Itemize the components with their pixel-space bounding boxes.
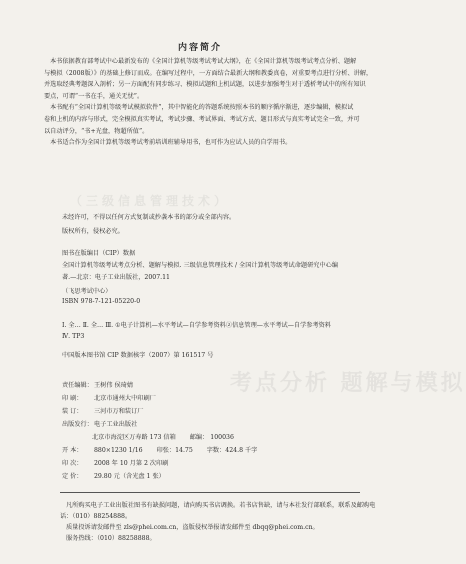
classification: Ⅳ. TP3 (62, 333, 85, 340)
page-title: 内容简介 (177, 43, 222, 53)
postcode-value: 100036 (210, 434, 234, 441)
print-value: 北京市通州大中印刷厂 (93, 395, 156, 402)
divider (60, 492, 360, 493)
classification: Ⅰ. 全… Ⅱ. 全… Ⅲ. ①电子计算机—水平考试—自学参考资料②信息管理—水平考试—自学参考资料 (62, 322, 332, 329)
intro-line: 要点，可谓“一书在手，通关无忧”。 (44, 92, 144, 100)
footer-line: 凡所购买电子工业出版社图书有缺损问题，请向购买书店调换。若书店售缺，请与本社发行部联系，联系及邮购电 (66, 502, 376, 509)
footer-line: 话：（010）88254888。 (60, 513, 132, 520)
watermark-band: （三级信息管理技术） (70, 194, 231, 208)
publisher-value: 电子工业出版社 (93, 421, 138, 428)
price-label: 定 价： (62, 473, 83, 480)
cip-line: 著.—北京：电子工业出版社，2007.11 (62, 274, 170, 281)
rights-notice: 版权所有，侵权必究。 (62, 228, 124, 235)
intro-line: 并选取经典考题深入剖析；另一方面配有同步练习、模拟试题和上机试题，以进步加强考生对于透析考试中的所有知识 (44, 81, 366, 89)
isbn: ISBN 978-7-121-05220-0 (62, 298, 141, 305)
print-label: 印 刷： (62, 395, 83, 402)
price-value: 29.80 元（含光盘 1 张） (93, 473, 165, 480)
colophon-row (92, 432, 234, 441)
edition-label: 印 次： (62, 460, 83, 467)
colophon-row (62, 393, 156, 402)
colophon-row (62, 380, 133, 389)
intro-line: 本书配有“全国计算机等级考试模拟软件”，其中智能化的答题系统按照本书的顺序循序渐进，逐步编辑，模拟试 (50, 104, 354, 112)
format-value: 880×1230 1/16 (93, 447, 143, 454)
intro-text (44, 56, 374, 149)
postcode-label: 邮编： (189, 434, 209, 441)
bind-label: 装 订： (62, 408, 83, 415)
series-name: （飞思考试中心） (62, 288, 112, 295)
intro-line: 本书依据教育部考试中心最新发布的《全国计算机等级考试考试大纲》，在《全国计算机等级考试考点分析、题解 (50, 58, 357, 65)
word-count: 字数：424.8 千字 (206, 447, 258, 454)
footer-line: 质量投诉请发邮件至 zls@phei.com.cn，盗版侵权举报请发邮件至 dbqq@phei.com.cn。 (66, 524, 319, 531)
footer-notice (60, 500, 376, 544)
intro-line: 与模拟（2008版）》的基础上修订而成。在编写过程中，一方面结合最新大纲和教委真卷，对重要考点进行分析、讲解， (44, 69, 373, 77)
watermark: 考点分析 题解与模拟 (230, 370, 466, 396)
colophon-row (62, 445, 257, 454)
colophon-row (62, 406, 143, 415)
cip-number: 中国版本图书馆 CIP 数据核字（2007）第 161517 号 (62, 352, 214, 359)
editor-label: 责任编辑： (62, 382, 93, 389)
colophon-row (62, 419, 137, 428)
colophon-row (62, 458, 168, 467)
editor-value: 王树伟 侯琦婧 (93, 382, 134, 389)
publisher-label: 出版发行： (62, 421, 93, 428)
footer-line: 服务热线：（010）88258888。 (66, 535, 156, 542)
cip-line: 全国计算机等级考试考点分析、题解与模拟. 三级信息管理技术 / 全国计算机等级考试命题研究中心编 (62, 262, 339, 269)
sheet-count: 印张：14.75 (156, 447, 193, 454)
intro-line: 本书适合作为全国计算机等级考试考前培训班辅导用书，也可作为应试人员的自学用书。 (50, 139, 292, 147)
copy-notice: 未经许可，不得以任何方式复制或抄袭本书的部分或全部内容。 (62, 214, 236, 221)
bind-value: 三河市万和装订厂 (93, 408, 144, 415)
publisher-address: 北京市海淀区万寿路 173 信箱 (92, 434, 176, 441)
format-label: 开 本： (62, 447, 83, 454)
edition-value: 2008 年 10 月第 2 次印刷 (93, 460, 169, 467)
colophon-row (62, 471, 165, 480)
cip-heading: 图书在版编目（CIP）数据 (62, 250, 136, 257)
intro-line: 以自动评分，“书+光盘，物超所值”。 (44, 127, 149, 135)
intro-line: 卷和上机的内容与形式，完全模拟真实考试，考试步骤、考试界面、考试方式、题目形式与真实考试完全一致，并可 (44, 115, 360, 123)
